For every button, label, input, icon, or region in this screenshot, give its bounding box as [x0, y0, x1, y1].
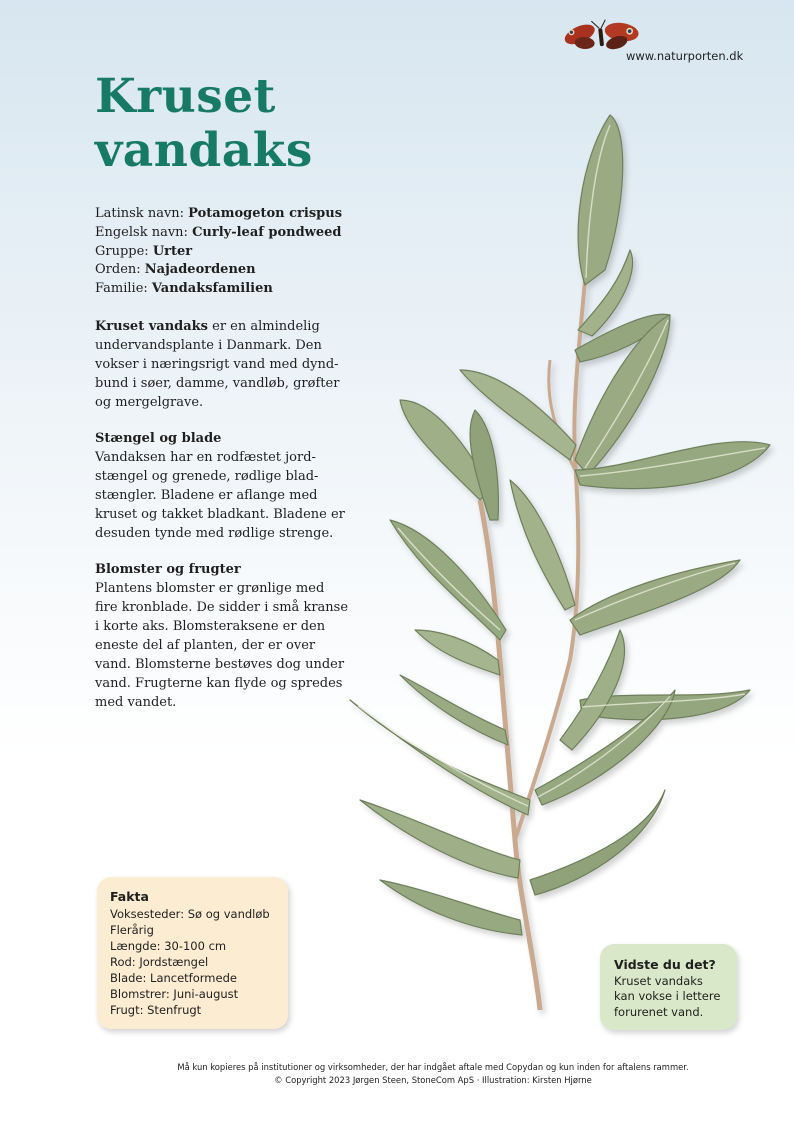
- meta-value: Potamogeton crispus: [188, 206, 343, 221]
- meta-label: Orden:: [95, 262, 145, 278]
- flowers-line: med vandet.: [95, 695, 177, 710]
- stem-line: stængler. Bladene er aflange med: [95, 488, 318, 503]
- did-you-know-line: forurenet vand.: [614, 1004, 704, 1019]
- intro-bold: Kruset vandaks: [95, 319, 208, 334]
- page-title: [95, 70, 313, 178]
- facts-row: Blade: Lancetformede: [110, 971, 237, 985]
- facts-row: Længde: 30-100 cm: [110, 939, 227, 953]
- meta-label: Engelsk navn:: [95, 224, 193, 240]
- facts-row: Flerårig: [110, 923, 154, 937]
- did-you-know-line: Kruset vandaks: [614, 973, 703, 988]
- flowers-line: vand. Blomsterne bestøves dog under: [95, 657, 345, 672]
- intro-line: bund i søer, damme, vandløb, grøfter: [95, 376, 340, 391]
- facts-row: Rod: Jordstængel: [110, 955, 209, 969]
- intro-paragraph: [95, 317, 355, 412]
- meta-value: Curly-leaf pondweed: [192, 224, 342, 240]
- did-you-know-line: kan vokse i lettere: [614, 989, 721, 1003]
- facts-row: Frugt: Stenfrugt: [110, 1003, 202, 1017]
- flowers-line: eneste del af planten, der er over: [95, 638, 316, 653]
- meta-family: [95, 280, 342, 299]
- flowers-heading: Blomster og frugter: [95, 562, 241, 577]
- stem-heading: Stængel og blade: [95, 431, 222, 446]
- flowers-line: vand. Frugterne kan flyde og spredes: [95, 676, 343, 691]
- did-you-know-box: [600, 944, 737, 1030]
- facts-box: [97, 877, 288, 1029]
- meta-value: Vandaksfamilien: [151, 281, 273, 297]
- intro-line: vokser i næringsrigt vand med dynd-: [95, 357, 339, 372]
- site-url[interactable]: www.naturporten.dk: [626, 49, 744, 63]
- intro-line: [95, 317, 355, 336]
- intro-line: og mergelgrave.: [95, 395, 204, 410]
- stem-section: [95, 429, 355, 543]
- flowers-line: Plantens blomster er grønlige med: [95, 581, 325, 596]
- meta-english: [95, 224, 342, 243]
- flowers-line: i korte aks. Blomsteraksene er den: [95, 619, 326, 634]
- meta-label: Latinsk navn:: [95, 206, 189, 221]
- stem-line: Vandaksen har en rodfæstet jord-: [95, 450, 316, 465]
- stem-line: desuden tynde med rødlige strenge.: [95, 526, 334, 541]
- flowers-line: fire kronblade. De sidder i små kranse: [95, 600, 349, 615]
- meta-latin: [95, 205, 342, 224]
- facts-row: Blomstrer: Juni-august: [110, 987, 239, 1001]
- meta-group: [95, 243, 342, 262]
- facts-title: Fakta: [110, 889, 149, 904]
- stem-line: kruset og takket bladkant. Bladene er: [95, 507, 345, 522]
- title-line-1: Kruset: [95, 69, 276, 124]
- footer-copyright: © Copyright 2023 Jørgen Steen, StoneCom ApS · Illustration: Kirsten Hjørne: [274, 1075, 592, 1085]
- meta-value: Najadeordenen: [144, 262, 256, 278]
- title-line-2: vandaks: [95, 123, 313, 178]
- meta-order: [95, 261, 342, 280]
- stem-line: stængel og grenede, rødlige blad-: [95, 469, 319, 484]
- did-you-know-title: Vidste du det?: [614, 957, 716, 972]
- species-meta: [95, 205, 342, 299]
- meta-label: Gruppe:: [95, 243, 153, 259]
- footer-license: Må kun kopieres på institutioner og virksomheder, der har indgået aftale med Copydan og kun inden for aftalens rammer.: [177, 1062, 689, 1072]
- meta-label: Familie:: [95, 281, 152, 297]
- meta-value: Urter: [152, 243, 193, 259]
- footer: [0, 1061, 794, 1087]
- intro-text: er en almindelig: [208, 319, 320, 334]
- facts-row: Voksesteder: Sø og vandløb: [110, 907, 270, 921]
- pondweed-illustration: [330, 100, 790, 1020]
- flowers-section: [95, 560, 355, 712]
- intro-line: undervandsplante i Danmark. Den: [95, 338, 322, 353]
